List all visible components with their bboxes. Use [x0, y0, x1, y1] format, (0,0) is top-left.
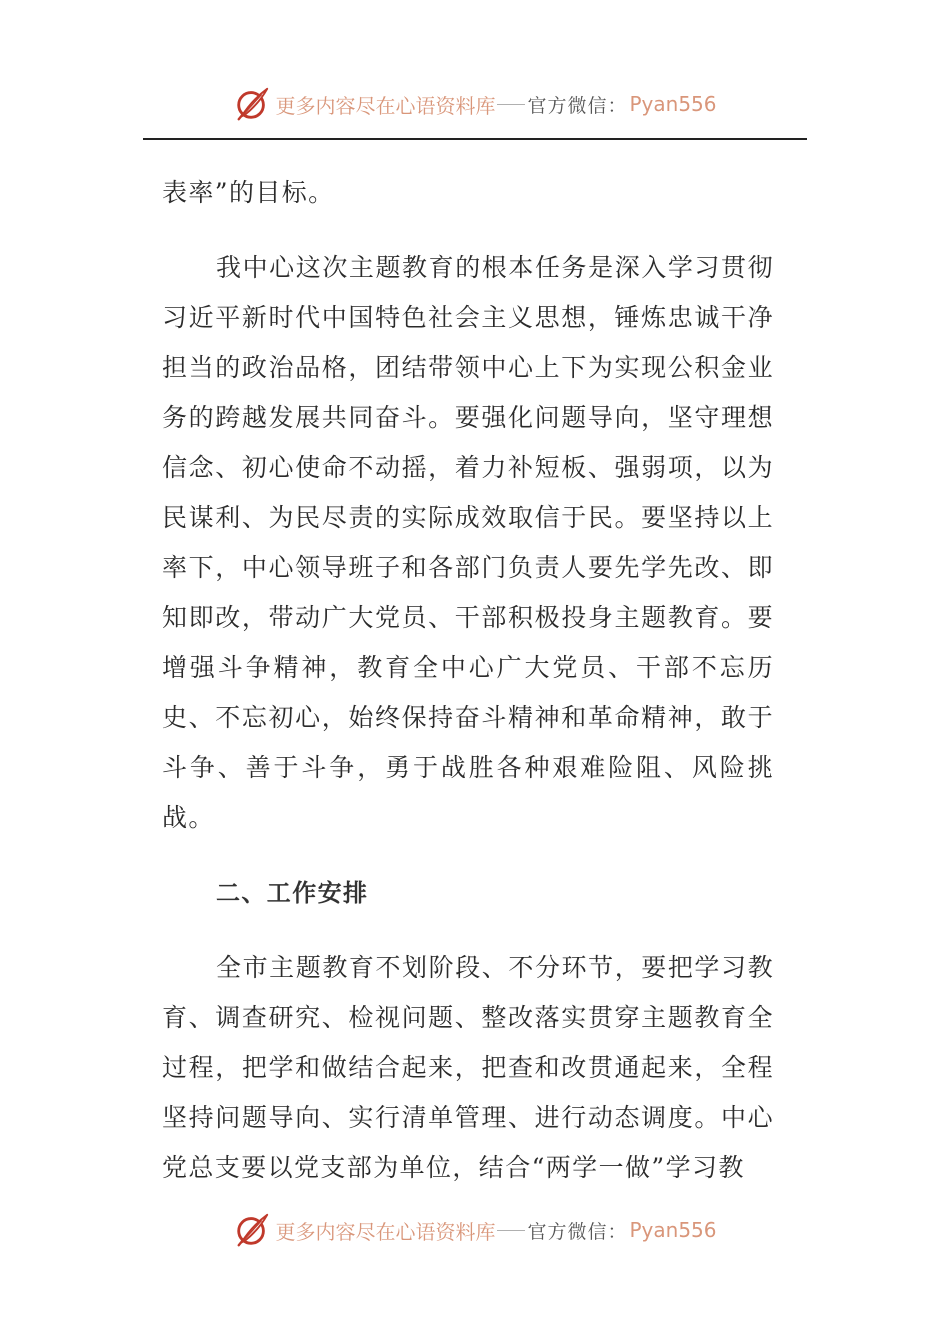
- paragraph-gap: [162, 218, 774, 243]
- quill-logo-icon: [233, 1211, 271, 1249]
- footer-brand-text: 更多内容尽在心语资料库: [275, 1219, 496, 1244]
- footer-dash-divider: [497, 1230, 525, 1231]
- header-banner: [0, 82, 950, 126]
- document-body: [162, 168, 774, 1193]
- footer-wechat-label: 官方微信：: [527, 1220, 628, 1243]
- footer-wechat-id: Pyan556: [629, 1218, 717, 1242]
- header-brand-text: 更多内容尽在心语资料库: [275, 93, 496, 118]
- paragraph-continuation: 表率”的目标。: [162, 178, 335, 207]
- section-heading: 二、工作安排: [216, 879, 369, 907]
- footer-banner: [0, 1208, 950, 1252]
- paragraph-gap: [162, 918, 774, 943]
- header-wechat-label: 官方微信：: [527, 94, 628, 117]
- paragraph-gap: [162, 843, 774, 868]
- header-divider-line: [143, 138, 807, 140]
- header-dash-divider: [497, 104, 525, 105]
- paragraph-task: 我中心这次主题教育的根本任务是深入学习贯彻习近平新时代中国特色社会主义思想，锤炼忠诚干净担当的政治品格，团结带领中心上下为实现公积金业务的跨越发展共同奋斗。要强化问题导向，坚守理想信念、初心使命不动摇，着力补短板、强弱项，以为民谋利、为民尽责的实际成效取信于民。要坚持以上率下，中心领导班子和各部门负责人要先学先改、即知即改，带动广大党员、干部积极投身主题教育。要增强斗争精神，教育全中心广大党员、干部不忘历史、不忘初心，始终保持奋斗精神和革命精神，敢于斗争、善于斗争，勇于战胜各种艰难险阻、风险挑战。: [162, 253, 774, 832]
- quill-logo-icon: [233, 85, 271, 123]
- header-wechat-id: Pyan556: [629, 92, 717, 116]
- paragraph-arrangement: 全市主题教育不划阶段、不分环节，要把学习教育、调查研究、检视问题、整改落实贯穿主题教育全过程，把学和做结合起来，把查和改贯通起来，全程坚持问题导向、实行清单管理、进行动态调度。中心党总支要以党支部为单位，结合“两学一做”学习教: [162, 953, 774, 1182]
